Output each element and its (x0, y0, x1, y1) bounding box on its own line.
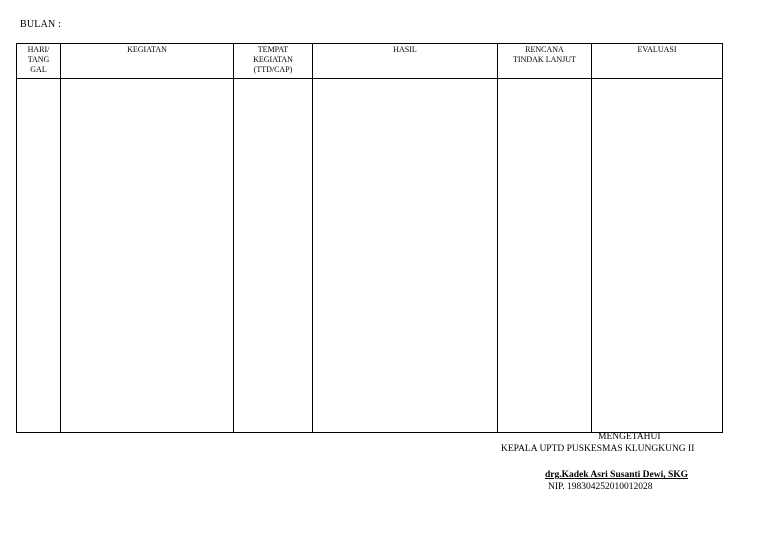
date-cell[interactable] (17, 79, 61, 433)
result-cell[interactable] (313, 79, 498, 433)
column-header-follow-up: RENCANA TINDAK LANJUT (498, 44, 592, 79)
month-label: BULAN : (20, 19, 62, 30)
table-body-row (17, 79, 723, 433)
signatory-title: KEPALA UPTD PUSKESMAS KLUNGKUNG II (501, 444, 695, 454)
follow-up-cell[interactable] (498, 79, 592, 433)
location-cell[interactable] (234, 79, 313, 433)
column-header-evaluation: EVALUASI (592, 44, 723, 79)
column-header-location: TEMPAT KEGIATAN (TTD/CAP) (234, 44, 313, 79)
signatory-name: drg.Kadek Asri Susanti Dewi, SKG (545, 470, 689, 480)
column-header-activity: KEGIATAN (61, 44, 234, 79)
evaluation-cell[interactable] (592, 79, 723, 433)
activity-report-table (16, 43, 723, 433)
acknowledged-label: MENGETAHUI (598, 432, 661, 442)
table-header-row (17, 44, 723, 79)
column-header-date: HARI/ TANG GAL (17, 44, 61, 79)
signatory-nip: NIP. 198304252010012028 (548, 482, 653, 492)
column-header-result: HASIL (313, 44, 498, 79)
activity-cell[interactable] (61, 79, 234, 433)
